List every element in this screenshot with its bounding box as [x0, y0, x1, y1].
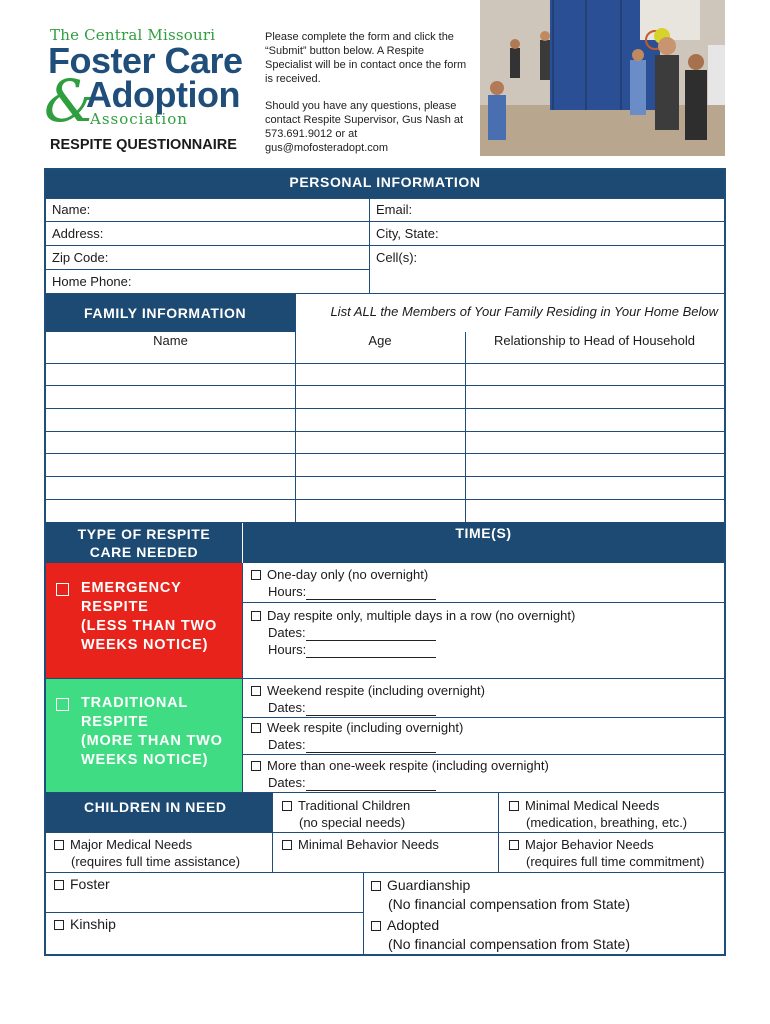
address-field[interactable] [46, 222, 369, 246]
weekend-dates-label: Dates: [268, 700, 306, 715]
emergency-respite-panel [46, 563, 242, 678]
one-day-label: One-day only (no overnight) [267, 567, 429, 582]
adopted-label: Adopted [387, 917, 440, 933]
option-day-multiple [251, 607, 575, 658]
traditional-children-label: Traditional Children [298, 798, 411, 813]
one-day-hours-label: Hours: [268, 584, 307, 599]
traditional-respite-checkbox[interactable] [56, 698, 69, 716]
minimal-behavior-label: Minimal Behavior Needs [298, 837, 439, 852]
family-row-5-relationship[interactable] [466, 454, 724, 476]
home-phone-field[interactable] [46, 270, 369, 294]
week-dates-input[interactable] [306, 740, 436, 753]
guardianship-sub: (No financial compensation from State) [388, 896, 630, 912]
minimal-medical-label: Minimal Medical Needs [525, 798, 660, 813]
org-ampersand: & [44, 67, 96, 135]
family-info-heading: FAMILY INFORMATION [46, 294, 295, 332]
major-behavior-checkbox[interactable] [509, 840, 519, 850]
day-multiple-hours-input[interactable] [306, 645, 436, 658]
day-multiple-dates-label: Dates: [268, 625, 306, 640]
major-medical-checkbox[interactable] [54, 840, 64, 850]
major-behavior-option [509, 836, 704, 870]
family-row-2-relationship[interactable] [466, 386, 724, 408]
more-than-week-dates-input[interactable] [306, 778, 436, 791]
adopted-sub: (No financial compensation from State) [388, 936, 630, 952]
family-row-5-name[interactable] [46, 454, 295, 476]
family-row-5-age[interactable] [296, 454, 465, 476]
family-col-relationship: Relationship to Head of Household [494, 333, 695, 348]
zip-field[interactable] [46, 246, 369, 270]
foster-checkbox[interactable] [54, 880, 64, 890]
option-more-than-week [251, 757, 549, 791]
week-label: Week respite (including overnight) [267, 720, 464, 735]
traditional-children-checkbox[interactable] [282, 801, 292, 811]
family-row-7-name[interactable] [46, 500, 295, 522]
week-checkbox[interactable] [251, 723, 261, 733]
traditional-children-sub: (no special needs) [299, 815, 406, 830]
page-title: RESPITE QUESTIONNAIRE [50, 137, 237, 153]
minimal-behavior-checkbox[interactable] [282, 840, 292, 850]
header-photo [480, 0, 725, 156]
family-col-age: Age [368, 333, 392, 348]
adopted-option [371, 916, 630, 954]
name-label: Name: [52, 202, 91, 217]
guardianship-option [371, 876, 630, 914]
family-row-1-age[interactable] [296, 364, 465, 385]
weekend-label: Weekend respite (including overnight) [267, 683, 485, 698]
respite-type-heading-line1: TYPE OF RESPITE [77, 526, 211, 542]
home-phone-label: Home Phone: [52, 274, 132, 289]
adopted-checkbox[interactable] [371, 921, 381, 931]
traditional-respite-label: TRADITIONAL RESPITE (MORE THAN TWO WEEKS NOTICE) [81, 695, 223, 768]
major-medical-label: Major Medical Needs [70, 837, 193, 852]
kinship-label: Kinship [70, 916, 116, 932]
family-row-2-age[interactable] [296, 386, 465, 408]
email-label: Email: [376, 202, 413, 217]
zip-label: Zip Code: [52, 250, 109, 265]
one-day-hours-input[interactable] [306, 587, 436, 600]
guardianship-checkbox[interactable] [371, 881, 381, 891]
more-than-week-dates-label: Dates: [268, 775, 306, 790]
family-col-name: Name [153, 333, 188, 348]
guardianship-label: Guardianship [387, 877, 471, 893]
minimal-medical-checkbox[interactable] [509, 801, 519, 811]
day-multiple-checkbox[interactable] [251, 611, 261, 621]
kinship-checkbox[interactable] [54, 920, 64, 930]
family-row-3-name[interactable] [46, 409, 295, 431]
respite-form [44, 168, 726, 956]
one-day-checkbox[interactable] [251, 570, 261, 580]
gym-photo-illustration [480, 0, 725, 156]
family-row-6-relationship[interactable] [466, 477, 724, 499]
minimal-behavior-option [282, 836, 439, 853]
option-weekend [251, 682, 485, 716]
option-one-day [251, 566, 436, 600]
family-table [46, 332, 724, 522]
major-medical-option [54, 836, 240, 870]
more-than-week-label: More than one-week respite (including overnight) [267, 758, 549, 773]
address-label: Address: [52, 226, 104, 241]
times-heading: TIME(S) [243, 522, 724, 563]
org-name-line1: The Central Missouri [50, 26, 216, 44]
respite-type-heading [46, 522, 242, 563]
personal-info-heading: PERSONAL INFORMATION [46, 170, 724, 198]
family-row-1-name[interactable] [46, 364, 295, 385]
emergency-respite-label: EMERGENCY RESPITE (LESS THAN TWO WEEKS NOTICE) [81, 580, 218, 653]
day-multiple-dates-input[interactable] [306, 628, 436, 641]
foster-label: Foster [70, 876, 110, 892]
name-field[interactable] [46, 199, 369, 222]
family-instruction: List ALL the Members of Your Family Residing in Your Home Below [295, 294, 724, 332]
more-than-week-checkbox[interactable] [251, 761, 261, 771]
family-row-4-relationship[interactable] [466, 432, 724, 453]
major-behavior-sub: (requires full time commitment) [526, 854, 705, 869]
intro-paragraph-1: Please complete the form and click the “Submit” button below. A Respite Specialist will be in contact once the form is received. [265, 31, 467, 85]
kinship-option [54, 916, 116, 933]
family-row-4-name[interactable] [46, 432, 295, 453]
family-row-2-name[interactable] [46, 386, 295, 408]
minimal-medical-sub: (medication, breathing, etc.) [526, 815, 688, 830]
cell-phone-field[interactable] [369, 246, 724, 294]
week-dates-label: Dates: [268, 737, 306, 752]
traditional-respite-panel [46, 678, 242, 792]
family-row-7-relationship[interactable] [466, 500, 724, 522]
weekend-checkbox[interactable] [251, 686, 261, 696]
major-behavior-label: Major Behavior Needs [525, 837, 654, 852]
major-medical-sub: (requires full time assistance) [71, 854, 241, 869]
family-row-3-relationship[interactable] [466, 409, 724, 431]
family-row-4-age[interactable] [296, 432, 465, 453]
family-row-1-relationship[interactable] [466, 364, 724, 385]
org-name-line4: Association [90, 110, 188, 128]
option-week [251, 719, 463, 753]
org-name-line2: Foster Care [48, 40, 243, 81]
cell-label: Cell(s): [376, 250, 418, 265]
traditional-children-option [282, 797, 410, 831]
weekend-dates-input[interactable] [306, 703, 436, 716]
city-state-label: City, State: [376, 226, 439, 241]
city-state-field[interactable] [369, 222, 724, 246]
emergency-respite-checkbox[interactable] [56, 583, 69, 601]
minimal-medical-option [509, 797, 687, 831]
foster-option [54, 876, 110, 893]
respite-type-heading-line2: CARE NEEDED [89, 544, 199, 560]
intro-paragraph-2: Should you have any questions, please contact Respite Supervisor, Gus Nash at 573.691.9012 or at gus@mofosteradopt.com [265, 100, 464, 154]
family-row-6-name[interactable] [46, 477, 295, 499]
children-in-need-heading: CHILDREN IN NEED [46, 793, 272, 832]
day-multiple-hours-label: Hours: [268, 642, 307, 657]
email-field[interactable] [369, 199, 724, 222]
family-row-3-age[interactable] [296, 409, 465, 431]
day-multiple-label: Day respite only, multiple days in a row (no overnight) [267, 608, 576, 623]
org-name-line3: Adoption [86, 74, 240, 115]
family-row-7-age[interactable] [296, 500, 465, 522]
family-row-6-age[interactable] [296, 477, 465, 499]
